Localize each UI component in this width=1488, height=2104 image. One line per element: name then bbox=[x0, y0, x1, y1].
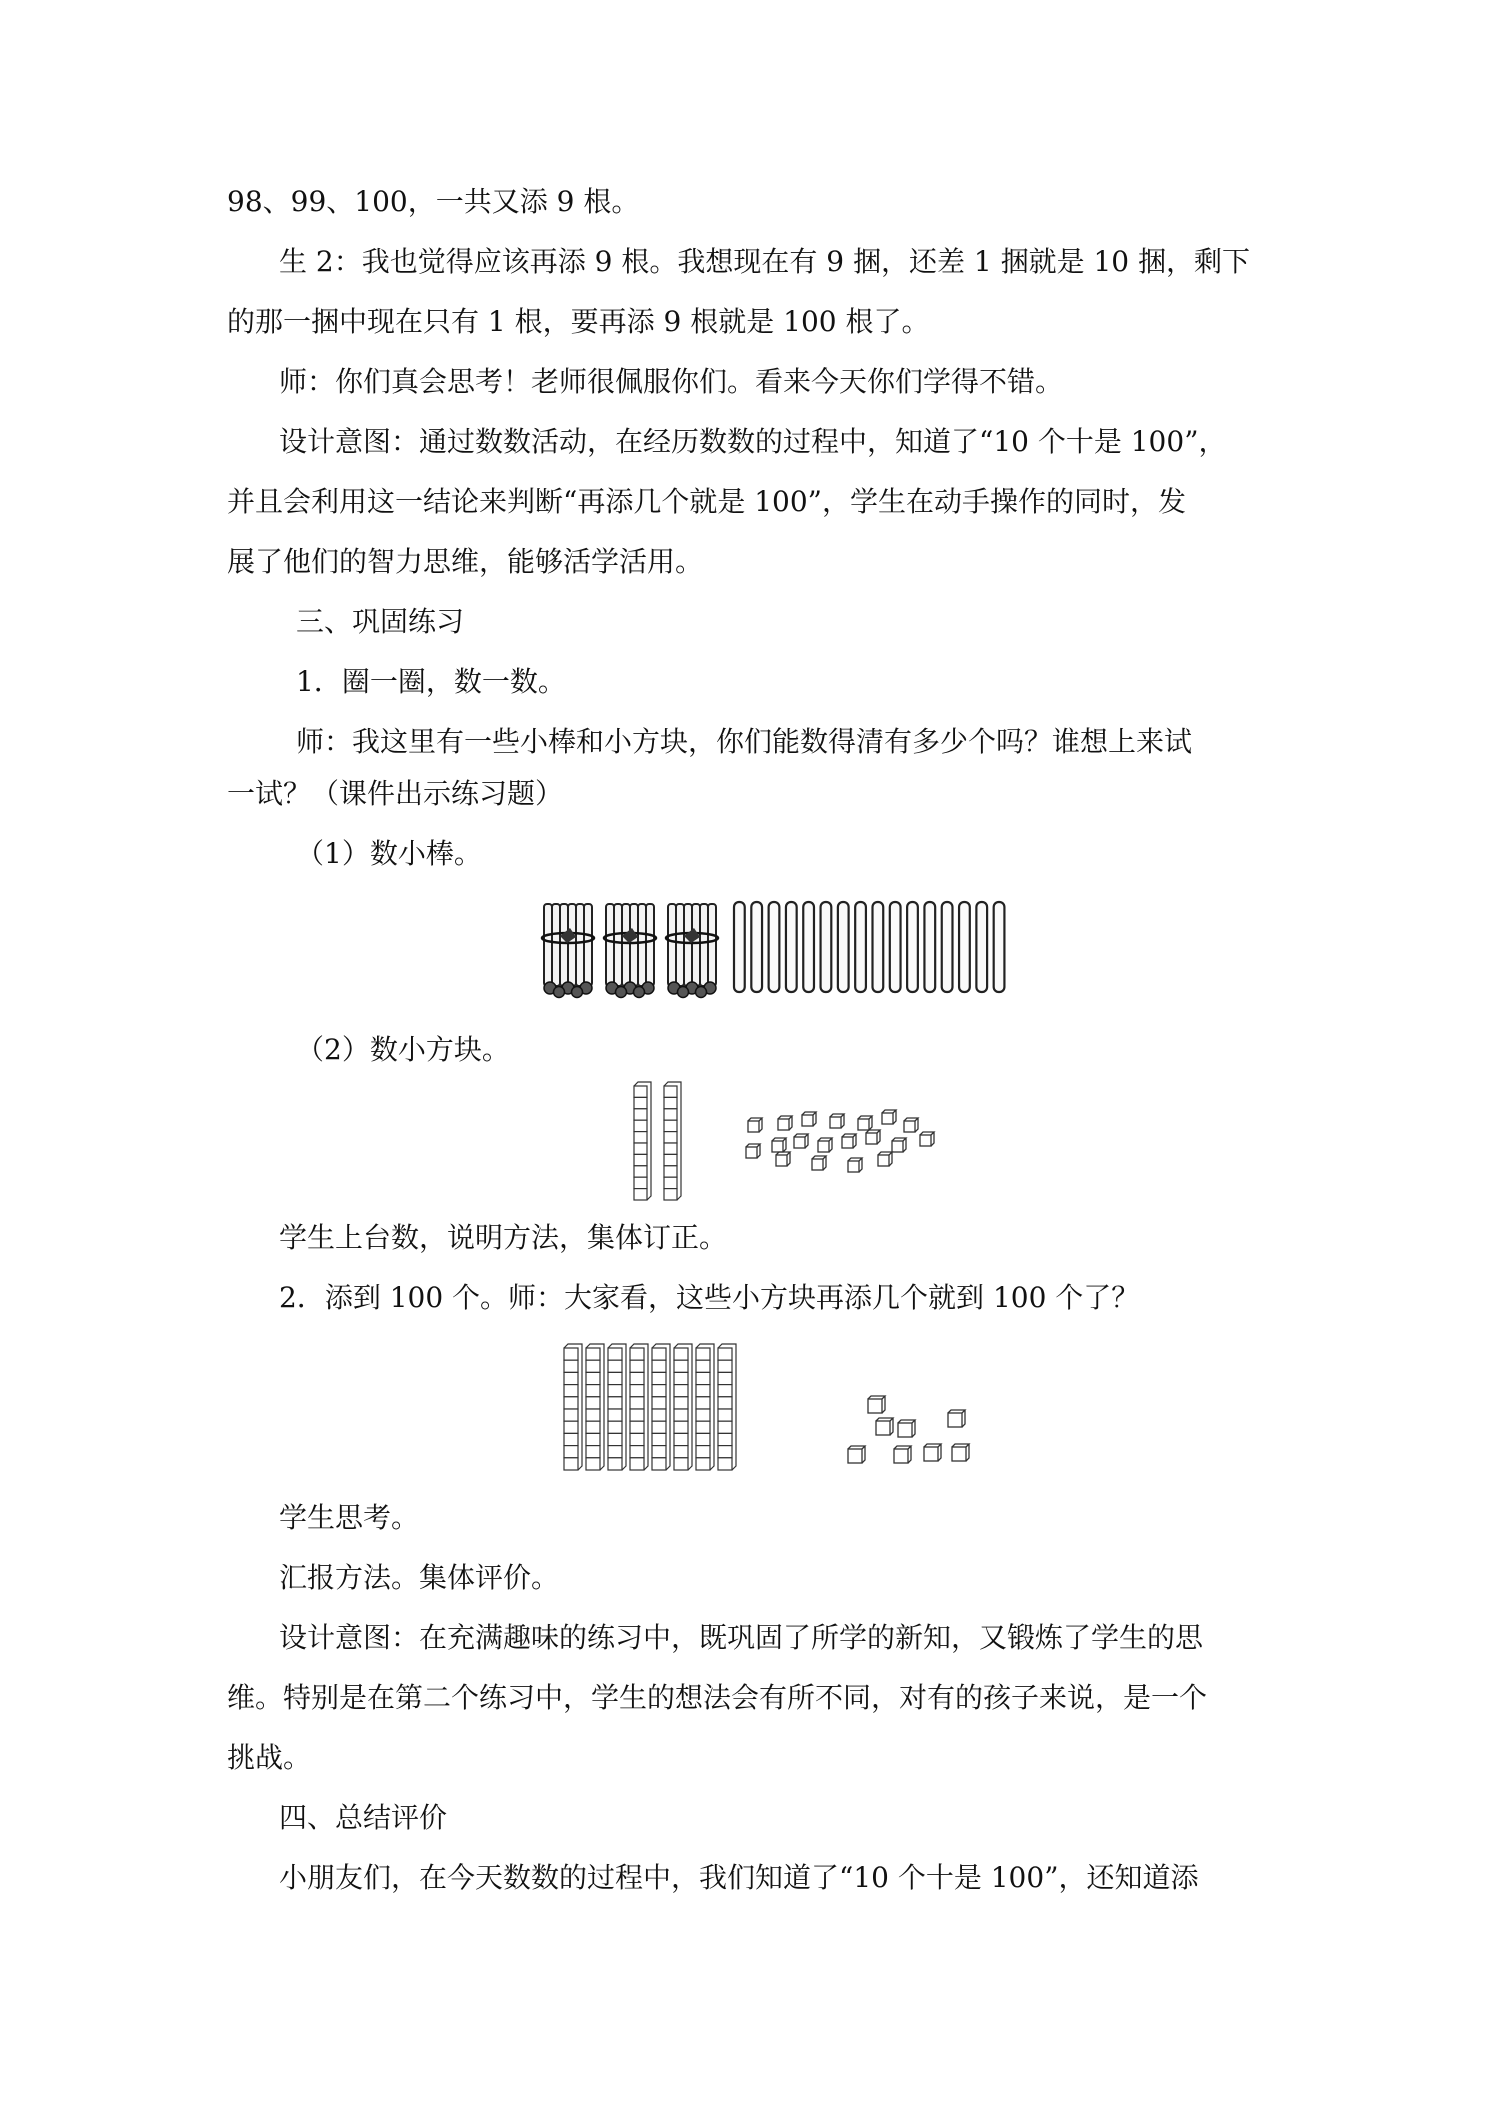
text-line: 学生上台数，说明方法，集体订正。 bbox=[279, 1221, 728, 1254]
ten-rod bbox=[664, 1082, 681, 1200]
text-line: 学生思考。 bbox=[279, 1501, 420, 1534]
text-line: 一试？（课件出示练习题） bbox=[227, 777, 564, 810]
unit-cube bbox=[746, 1144, 760, 1158]
single-stick bbox=[855, 902, 866, 992]
unit-cube bbox=[818, 1138, 832, 1152]
unit-cube bbox=[794, 1134, 808, 1148]
unit-cube bbox=[776, 1152, 790, 1166]
unit-cube bbox=[842, 1134, 856, 1148]
unit-cube bbox=[904, 1118, 918, 1132]
exercise-title: 1．圈一圈，数一数。 bbox=[296, 665, 566, 698]
text-line: 维。特别是在第二个练习中，学生的想法会有所不同，对有的孩子来说，是一个 bbox=[227, 1681, 1208, 1714]
ten-rod bbox=[586, 1344, 604, 1470]
unit-cube bbox=[882, 1110, 896, 1124]
unit-cube bbox=[920, 1132, 934, 1146]
single-stick bbox=[821, 902, 832, 992]
ten-rod bbox=[564, 1344, 582, 1470]
unit-cube bbox=[924, 1444, 941, 1461]
exercise-title: 2．添到 100 个。师：大家看，这些小方块再添几个就到 100 个了？ bbox=[279, 1281, 1140, 1314]
unit-cube bbox=[830, 1114, 844, 1128]
section-heading: 三、巩固练习 bbox=[296, 605, 465, 638]
unit-cube bbox=[848, 1158, 862, 1172]
text-line: 挑战。 bbox=[227, 1741, 312, 1774]
single-stick bbox=[890, 902, 901, 992]
unit-cube bbox=[898, 1420, 915, 1437]
sticks-figure bbox=[540, 896, 1015, 1000]
unit-cube bbox=[802, 1112, 816, 1126]
unit-cube bbox=[876, 1418, 893, 1435]
stick-bundle bbox=[666, 904, 718, 998]
text-line: 生 2：我也觉得应该再添 9 根。我想现在有 9 捆，还差 1 捆就是 10 捆，剩下 bbox=[279, 245, 1250, 278]
stick-bundle bbox=[542, 904, 594, 998]
blocks-figure-2 bbox=[560, 1340, 1000, 1480]
text-line: 并且会利用这一结论来判断“再添几个就是 100”，学生在动手操作的同时，发 bbox=[227, 485, 1186, 518]
unit-cube bbox=[778, 1116, 792, 1130]
text-line: 的那一捆中现在只有 1 根，要再添 9 根就是 100 根了。 bbox=[227, 305, 930, 338]
unit-cube bbox=[748, 1118, 762, 1132]
single-stick bbox=[734, 902, 745, 992]
single-stick bbox=[786, 902, 797, 992]
text-line: 设计意图：在充满趣味的练习中，既巩固了所学的新知，又锻炼了学生的思 bbox=[279, 1621, 1204, 1654]
unit-cube bbox=[848, 1446, 865, 1463]
unit-cube bbox=[894, 1446, 911, 1463]
stick-bundle bbox=[604, 904, 656, 998]
blocks-figure-1 bbox=[630, 1078, 940, 1208]
single-stick bbox=[924, 902, 935, 992]
single-stick bbox=[873, 902, 884, 992]
unit-cube bbox=[812, 1156, 826, 1170]
unit-cube bbox=[858, 1116, 872, 1130]
subtask-label: （1）数小棒。 bbox=[296, 837, 482, 870]
ten-rod bbox=[652, 1344, 670, 1470]
text-line: 汇报方法。集体评价。 bbox=[279, 1561, 560, 1594]
ten-rod bbox=[696, 1344, 714, 1470]
single-stick bbox=[976, 902, 987, 992]
text-line: 98、99、100，一共又添 9 根。 bbox=[227, 185, 640, 218]
single-stick bbox=[751, 902, 762, 992]
text-line: 小朋友们，在今天数数的过程中，我们知道了“10 个十是 100”，还知道添 bbox=[279, 1861, 1199, 1894]
ten-rod bbox=[718, 1344, 736, 1470]
unit-cube bbox=[772, 1138, 786, 1152]
single-stick bbox=[994, 902, 1005, 992]
single-stick bbox=[803, 902, 814, 992]
ten-rod bbox=[608, 1344, 626, 1470]
ten-rod bbox=[630, 1344, 648, 1470]
unit-cube bbox=[948, 1410, 965, 1427]
text-line: 展了他们的智力思维，能够活学活用。 bbox=[227, 545, 704, 578]
text-line: 设计意图：通过数数活动，在经历数数的过程中，知道了“10 个十是 100”， bbox=[279, 425, 1227, 458]
text-line: 师：你们真会思考！老师很佩服你们。看来今天你们学得不错。 bbox=[279, 365, 1064, 398]
single-stick bbox=[959, 902, 970, 992]
unit-cube bbox=[866, 1130, 880, 1144]
section-heading: 四、总结评价 bbox=[279, 1801, 448, 1834]
ten-rod bbox=[674, 1344, 692, 1470]
subtask-label: （2）数小方块。 bbox=[296, 1033, 510, 1066]
unit-cube bbox=[892, 1138, 906, 1152]
unit-cube bbox=[868, 1396, 885, 1413]
single-stick bbox=[907, 902, 918, 992]
single-stick bbox=[942, 902, 953, 992]
unit-cube bbox=[878, 1152, 892, 1166]
text-line: 师：我这里有一些小棒和小方块，你们能数得清有多少个吗？谁想上来试 bbox=[296, 725, 1193, 758]
single-stick bbox=[838, 902, 849, 992]
single-stick bbox=[769, 902, 780, 992]
unit-cube bbox=[952, 1444, 969, 1461]
ten-rod bbox=[634, 1082, 651, 1200]
